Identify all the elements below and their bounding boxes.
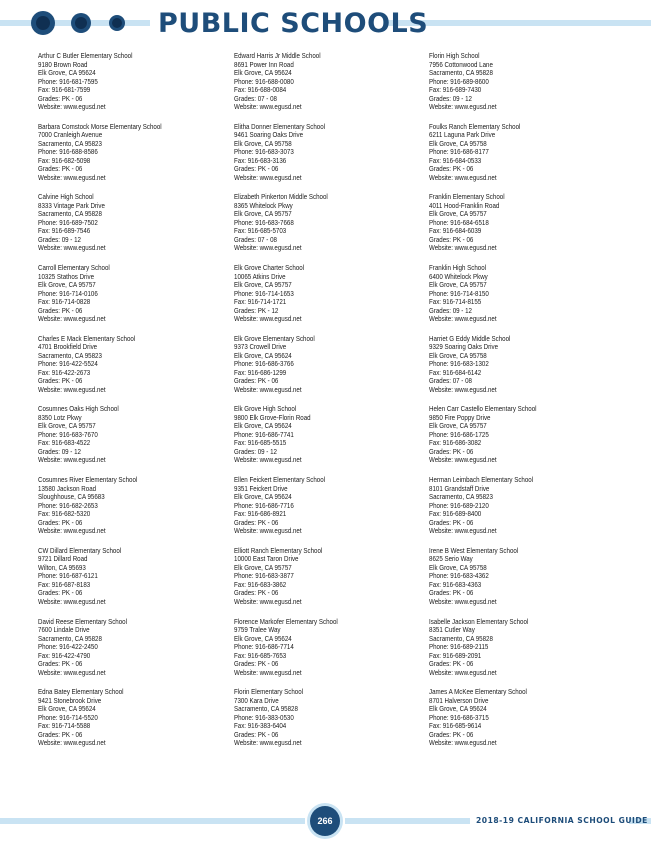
school-phone: Phone: 916-686-3766: [234, 359, 294, 369]
school-grades: Grades: PK - 06: [429, 588, 474, 598]
school-entry: [38, 476, 238, 547]
school-entry: [234, 264, 434, 335]
school-fax: Fax: 916-686-1299: [234, 367, 287, 377]
school-city: Elk Grove, CA 95758: [429, 350, 487, 360]
school-grades: Grades: PK - 06: [38, 164, 83, 174]
school-fax: Fax: 916-689-2091: [429, 650, 482, 660]
school-website: Website: www.egusd.net: [38, 243, 106, 253]
header-dot-large: [31, 11, 55, 35]
school-grades: Grades: PK - 12: [234, 305, 279, 315]
school-grades: Grades: PK - 06: [38, 517, 83, 527]
school-fax: Fax: 916-684-0533: [429, 155, 482, 165]
school-address: 9721 Dillard Road: [38, 554, 88, 564]
school-grades: Grades: PK - 06: [429, 446, 474, 456]
school-fax: Fax: 916-422-2673: [38, 367, 91, 377]
school-fax: Fax: 916-714-1721: [234, 297, 287, 307]
school-website: Website: www.egusd.net: [429, 738, 497, 748]
school-website: Website: www.egusd.net: [38, 102, 106, 111]
school-address: 8101 Grandstaff Drive: [429, 483, 490, 493]
guide-title: 2018-19 CALIFORNIA SCHOOL GUIDE: [476, 816, 648, 825]
school-name: Cosumnes River Elementary School: [38, 476, 138, 485]
school-website: Website: www.egusd.net: [234, 314, 302, 324]
school-grades: Grades: PK - 06: [234, 376, 279, 386]
school-name: Arthur C Butler Elementary School: [38, 52, 133, 60]
school-entry: [38, 264, 238, 335]
school-address: 9461 Soaring Oaks Drive: [234, 130, 304, 140]
school-fax: Fax: 916-681-7599: [38, 85, 91, 94]
school-phone: Phone: 916-714-8150: [429, 288, 489, 298]
school-website: Website: www.egusd.net: [429, 526, 497, 536]
school-address: 7956 Cottonwood Lane: [429, 59, 493, 69]
school-entry: [234, 618, 434, 689]
school-city: Elk Grove, CA 95758: [234, 138, 292, 148]
school-city: Elk Grove, CA 95757: [38, 421, 96, 431]
school-name: Helen Carr Castello Elementary School: [429, 405, 537, 414]
school-entry: [429, 618, 629, 689]
school-name: Edna Batey Elementary School: [38, 688, 124, 697]
school-name: Foulks Ranch Elementary School: [429, 122, 521, 131]
school-name: CW Dillard Elementary School: [38, 546, 122, 555]
school-fax: Fax: 916-689-7546: [38, 226, 91, 236]
school-city: Elk Grove, CA 95758: [429, 138, 487, 148]
school-grades: Grades: PK - 06: [38, 588, 83, 598]
school-website: Website: www.egusd.net: [234, 172, 302, 182]
school-phone: Phone: 916-683-4362: [429, 571, 489, 581]
school-website: Website: www.egusd.net: [38, 526, 106, 536]
school-city: Sacramento, CA 95828: [38, 633, 102, 643]
school-fax: Fax: 916-714-5588: [38, 721, 91, 731]
school-website: Website: www.egusd.net: [234, 384, 302, 394]
school-entry: [429, 52, 629, 123]
school-city: Sloughhouse, CA 95683: [38, 492, 105, 502]
header-rule-mid: [50, 20, 150, 26]
school-phone: Phone: 916-714-0106: [38, 288, 98, 298]
school-city: Elk Grove, CA 95757: [429, 280, 487, 290]
school-grades: Grades: 09 - 12: [429, 305, 472, 315]
school-entry: [234, 335, 434, 406]
school-entry: [429, 335, 629, 406]
school-website: Website: www.egusd.net: [429, 243, 497, 253]
school-entry: [429, 405, 629, 476]
school-entry: [38, 193, 238, 264]
school-address: 7600 Lindale Drive: [38, 625, 90, 634]
school-grades: Grades: 09 - 12: [234, 446, 277, 456]
school-fax: Fax: 916-683-4522: [38, 438, 91, 448]
school-phone: Phone: 916-688-8586: [38, 147, 98, 157]
school-address: 9850 Fire Poppy Drive: [429, 412, 491, 422]
school-entry: [234, 52, 434, 123]
school-name: Florin High School: [429, 52, 480, 60]
school-city: Elk Grove, CA 95624: [234, 633, 292, 643]
school-phone: Phone: 916-683-1302: [429, 359, 489, 369]
school-entry: [234, 547, 434, 618]
school-column-1: [38, 52, 238, 759]
school-address: 8351 Cutler Way: [429, 625, 475, 634]
page-number: 266: [317, 816, 333, 826]
school-grades: Grades: 07 - 08: [234, 93, 277, 103]
footer-rule-right: [345, 818, 470, 824]
school-fax: Fax: 916-714-0828: [38, 297, 91, 307]
school-entry: [38, 335, 238, 406]
school-address: 9421 Stonebrook Drive: [38, 695, 102, 705]
school-grades: Grades: PK - 06: [38, 305, 83, 315]
school-phone: Phone: 916-684-6518: [429, 217, 489, 227]
school-phone: Phone: 916-683-7670: [38, 429, 98, 439]
school-website: Website: www.egusd.net: [429, 596, 497, 606]
school-grades: Grades: PK - 06: [429, 164, 474, 174]
school-address: 10000 East Taron Drive: [234, 554, 299, 564]
school-city: Elk Grove, CA 95757: [234, 209, 292, 219]
school-name: Elitha Donner Elementary School: [234, 122, 326, 131]
school-fax: Fax: 916-688-0084: [234, 85, 287, 94]
school-phone: Phone: 916-714-1653: [234, 288, 294, 298]
school-city: Sacramento, CA 95823: [38, 350, 102, 360]
footer-rule-left: [0, 818, 305, 824]
school-phone: Phone: 916-689-2115: [429, 642, 489, 651]
school-fax: Fax: 916-684-6039: [429, 226, 482, 236]
school-website: Website: www.egusd.net: [38, 667, 106, 677]
school-name: Florin Elementary School: [234, 688, 304, 697]
school-entry: [38, 405, 238, 476]
school-entry: [429, 688, 629, 759]
school-fax: Fax: 916-685-9614: [429, 721, 482, 731]
school-fax: Fax: 916-683-3862: [234, 579, 287, 589]
school-column-3: [429, 52, 629, 759]
school-entry: [429, 193, 629, 264]
school-website: Website: www.egusd.net: [234, 455, 302, 465]
school-city: Sacramento, CA 95828: [234, 704, 298, 714]
school-phone: Phone: 916-686-3715: [429, 712, 489, 722]
school-address: 10065 Atkins Drive: [234, 271, 286, 281]
school-fax: Fax: 916-422-4790: [38, 650, 91, 660]
school-entry: [234, 123, 434, 194]
school-grades: Grades: PK - 06: [429, 517, 474, 527]
school-address: 9800 Elk Grove-Florin Road: [234, 412, 311, 422]
school-grades: Grades: PK - 06: [234, 517, 279, 527]
school-fax: Fax: 916-685-5515: [234, 438, 287, 448]
school-address: 7000 Cranleigh Avenue: [38, 130, 103, 140]
school-website: Website: www.egusd.net: [234, 102, 302, 111]
school-city: Elk Grove, CA 95624: [234, 421, 292, 431]
school-phone: Phone: 916-689-7502: [38, 217, 98, 227]
page-number-badge: [310, 806, 340, 836]
school-grades: Grades: PK - 06: [234, 588, 279, 598]
school-grades: Grades: PK - 06: [234, 729, 279, 739]
school-city: Elk Grove, CA 95624: [38, 704, 96, 714]
school-phone: Phone: 916-383-0530: [234, 712, 294, 722]
school-fax: Fax: 916-686-3082: [429, 438, 482, 448]
school-grades: Grades: PK - 06: [429, 234, 474, 244]
school-entry: [38, 547, 238, 618]
school-fax: Fax: 916-684-6142: [429, 367, 482, 377]
school-entry: [234, 405, 434, 476]
header-rule-left: [0, 20, 34, 26]
school-name: David Reese Elementary School: [38, 617, 127, 626]
school-website: Website: www.egusd.net: [38, 314, 106, 324]
school-website: Website: www.egusd.net: [429, 384, 497, 394]
school-entry: [38, 123, 238, 194]
school-city: Elk Grove, CA 95757: [429, 209, 487, 219]
school-phone: Phone: 916-689-8600: [429, 76, 489, 86]
school-name: Isabelle Jackson Elementary School: [429, 617, 529, 626]
school-city: Wilton, CA 95693: [38, 562, 86, 572]
school-name: Florence Markofer Elementary School: [234, 617, 338, 626]
page-title: PUBLIC SCHOOLS: [158, 8, 429, 39]
school-fax: Fax: 916-714-8155: [429, 297, 482, 307]
school-phone: Phone: 916-714-5520: [38, 712, 98, 722]
school-name: Carroll Elementary School: [38, 264, 110, 273]
school-fax: Fax: 916-689-7430: [429, 85, 482, 94]
school-entry: [234, 476, 434, 547]
school-entry: [429, 547, 629, 618]
school-grades: Grades: PK - 06: [38, 659, 83, 668]
school-entry: [234, 193, 434, 264]
school-address: 9759 Tralee Way: [234, 625, 281, 634]
school-phone: Phone: 916-686-8177: [429, 147, 489, 157]
school-address: 8691 Power Inn Road: [234, 59, 294, 69]
school-city: Sacramento, CA 95823: [429, 492, 493, 502]
school-address: 6211 Laguna Park Drive: [429, 130, 496, 140]
school-name: Harriet G Eddy Middle School: [429, 334, 511, 343]
school-fax: Fax: 916-682-5320: [38, 509, 91, 519]
school-city: Elk Grove, CA 95624: [429, 704, 487, 714]
school-website: Website: www.egusd.net: [234, 243, 302, 253]
school-address: 8701 Halverson Drive: [429, 695, 489, 705]
school-grades: Grades: 07 - 08: [429, 376, 472, 386]
page-footer: [0, 805, 651, 835]
school-phone: Phone: 916-422-2450: [38, 642, 98, 651]
school-phone: Phone: 916-686-7716: [234, 500, 294, 510]
school-phone: Phone: 916-686-7741: [234, 429, 294, 439]
school-phone: Phone: 916-683-7668: [234, 217, 294, 227]
school-name: Barbara Comstock Morse Elementary School: [38, 122, 162, 131]
school-name: Franklin High School: [429, 264, 487, 273]
school-city: Elk Grove, CA 95624: [234, 68, 292, 77]
school-phone: Phone: 916-682-2653: [38, 500, 98, 510]
school-address: 13580 Jackson Road: [38, 483, 97, 493]
school-website: Website: www.egusd.net: [38, 596, 106, 606]
school-website: Website: www.egusd.net: [234, 667, 302, 677]
school-website: Website: www.egusd.net: [234, 738, 302, 748]
school-phone: Phone: 916-681-7595: [38, 76, 98, 86]
school-grades: Grades: PK - 06: [38, 376, 83, 386]
school-city: Elk Grove, CA 95757: [234, 562, 292, 572]
school-city: Sacramento, CA 95828: [429, 68, 493, 77]
school-phone: Phone: 916-688-0080: [234, 76, 294, 86]
school-name: Elliott Ranch Elementary School: [234, 546, 323, 555]
school-city: Elk Grove, CA 95624: [234, 492, 292, 502]
school-fax: Fax: 916-686-8921: [234, 509, 287, 519]
school-phone: Phone: 916-689-2120: [429, 500, 489, 510]
school-name: Franklin Elementary School: [429, 193, 505, 202]
header-dot-small: [109, 15, 125, 31]
school-city: Sacramento, CA 95828: [38, 209, 102, 219]
school-fax: Fax: 916-683-4363: [429, 579, 482, 589]
school-name: Elk Grove Charter School: [234, 264, 305, 273]
school-entry: [38, 618, 238, 689]
page-header: [0, 0, 651, 50]
school-address: 9351 Feickert Drive: [234, 483, 288, 493]
school-fax: Fax: 916-682-5098: [38, 155, 91, 165]
school-website: Website: www.egusd.net: [429, 314, 497, 324]
school-website: Website: www.egusd.net: [38, 455, 106, 465]
school-grades: Grades: PK - 06: [429, 729, 474, 739]
school-entry: [234, 688, 434, 759]
school-fax: Fax: 916-689-8400: [429, 509, 482, 519]
school-phone: Phone: 916-422-5524: [38, 359, 98, 369]
school-name: Elk Grove High School: [234, 405, 297, 414]
school-address: 8625 Serio Way: [429, 554, 473, 564]
school-entry: [38, 688, 238, 759]
school-city: Elk Grove, CA 95757: [429, 421, 487, 431]
school-grades: Grades: PK - 06: [234, 164, 279, 174]
school-fax: Fax: 916-685-5703: [234, 226, 287, 236]
school-entry: [429, 123, 629, 194]
school-entry: [429, 476, 629, 547]
school-address: 4011 Hood-Franklin Road: [429, 200, 500, 210]
school-address: 9180 Brown Road: [38, 59, 88, 69]
school-name: Edward Harris Jr Middle School: [234, 52, 321, 60]
school-city: Elk Grove, CA 95757: [38, 280, 96, 290]
school-website: Website: www.egusd.net: [429, 455, 497, 465]
school-name: Calvine High School: [38, 193, 94, 202]
school-website: Website: www.egusd.net: [429, 667, 497, 677]
school-website: Website: www.egusd.net: [38, 384, 106, 394]
school-name: Charles E Mack Elementary School: [38, 334, 136, 343]
school-phone: Phone: 916-687-6121: [38, 571, 98, 581]
school-grades: Grades: PK - 06: [234, 659, 279, 668]
school-fax: Fax: 916-383-6404: [234, 721, 287, 731]
school-grades: Grades: 09 - 12: [38, 234, 81, 244]
school-fax: Fax: 916-685-7653: [234, 650, 287, 660]
school-name: Elizabeth Pinkerton Middle School: [234, 193, 328, 202]
school-address: 6400 Whitelock Pkwy: [429, 271, 488, 281]
school-name: Elk Grove Elementary School: [234, 334, 315, 343]
school-fax: Fax: 916-683-3136: [234, 155, 287, 165]
school-website: Website: www.egusd.net: [429, 172, 497, 182]
school-grades: Grades: 09 - 12: [38, 446, 81, 456]
school-phone: Phone: 916-686-1725: [429, 429, 489, 439]
school-address: 8333 Vintage Park Drive: [38, 200, 105, 210]
school-city: Elk Grove, CA 95758: [429, 562, 487, 572]
school-name: James A McKee Elementary School: [429, 688, 527, 697]
school-city: Elk Grove, CA 95757: [234, 280, 292, 290]
school-name: Irene B West Elementary School: [429, 546, 519, 555]
school-grades: Grades: 09 - 12: [429, 93, 472, 103]
school-name: Ellen Feickert Elementary School: [234, 476, 326, 485]
school-column-2: [234, 52, 434, 759]
school-name: Herman Leimbach Elementary School: [429, 476, 534, 485]
school-city: Elk Grove, CA 95624: [234, 350, 292, 360]
school-phone: Phone: 916-683-3073: [234, 147, 294, 157]
school-grades: Grades: PK - 06: [38, 729, 83, 739]
school-entry: [38, 52, 238, 123]
school-phone: Phone: 916-683-3877: [234, 571, 294, 581]
school-grades: Grades: 07 - 08: [234, 234, 277, 244]
school-address: 8365 Whitelock Pkwy: [234, 200, 293, 210]
school-website: Website: www.egusd.net: [234, 596, 302, 606]
school-website: Website: www.egusd.net: [429, 102, 497, 111]
school-address: 9329 Soaring Oaks Drive: [429, 342, 499, 352]
school-entry: [429, 264, 629, 335]
school-fax: Fax: 916-687-8183: [38, 579, 91, 589]
school-address: 8350 Lotz Pkwy: [38, 412, 82, 422]
school-phone: Phone: 916-686-7714: [234, 642, 294, 651]
school-grades: Grades: PK - 06: [38, 93, 83, 103]
school-city: Sacramento, CA 95823: [38, 138, 102, 148]
school-address: 4701 Brookfield Drive: [38, 342, 98, 352]
school-grades: Grades: PK - 06: [429, 659, 474, 668]
school-name: Cosumnes Oaks High School: [38, 405, 119, 414]
school-address: 9373 Crowell Drive: [234, 342, 287, 352]
school-city: Sacramento, CA 95828: [429, 633, 493, 643]
header-dot-medium: [71, 13, 91, 33]
school-city: Elk Grove, CA 95624: [38, 68, 96, 77]
school-address: 10325 Stathos Drive: [38, 271, 95, 281]
school-address: 7300 Kara Drive: [234, 695, 279, 705]
school-website: Website: www.egusd.net: [234, 526, 302, 536]
school-website: Website: www.egusd.net: [38, 172, 106, 182]
school-website: Website: www.egusd.net: [38, 738, 106, 748]
